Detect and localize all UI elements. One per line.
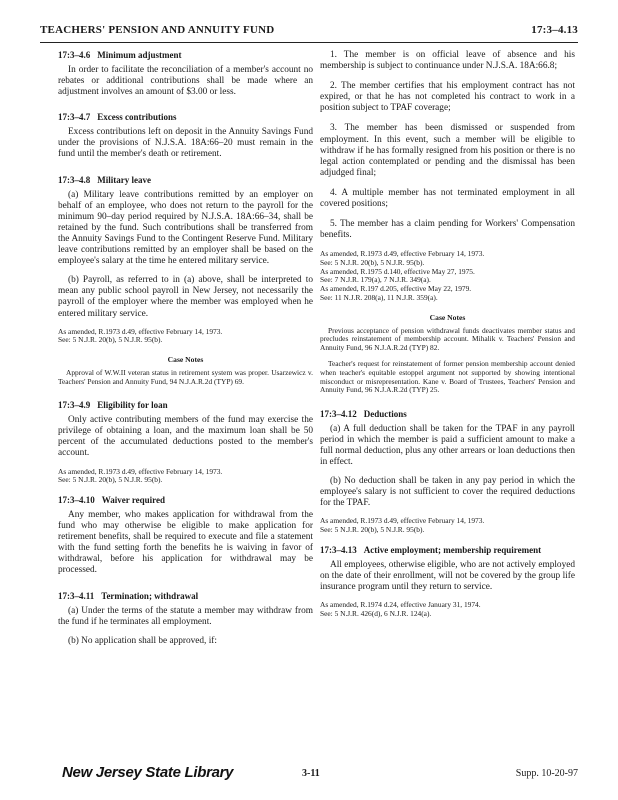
amendment-note-4-11: As amended, R.1973 d.49, effective February 14, 1973. See: 5 N.J.R. 20(b), 5 N.J.R. 95(b). As amended, R.1975 d.140, effective May 27, 1975. See: 7 N.J.R. 179(a), 7 N.J.R. 349(a). As amended, R.197 d.205, effective May 22, 1979. See: 11 N.J.R. 208(a), 11 N.J.R. 359(a). — [320, 249, 485, 302]
section-heading-4-13: 17:3–4.13 Active employment; membership requirement — [320, 544, 542, 555]
list-item: 5. The member has a claim pending for Workers' Compensation benefits. — [320, 219, 575, 241]
section-text-4-7: Excess contributions left on deposit in the Annuity Savings Fund under the provisions of N.J.S.A. 18A:66–20 must remain in the fund until the member's death or retirement. — [58, 127, 313, 160]
section-text-4-12-a: (a) A full deduction shall be taken for the TPAF in any payroll period in which the member is paid a sufficient amount to make a full normal deduction, plus any other arrears or loan deductions then in effect. — [320, 423, 575, 467]
section-text-4-8-a: (a) Military leave contributions remitted by an employer on behalf of an employee, who does not return to the payroll for the minimum 90–day period required by N.J.S.A. 18A:66–34, shall be retained by the fund. Such contributions shall be transferred from the Annuity Savings Fund to the Contingent Reserve Fund. Military leave contributions remitted by an employer shall be based on the employee's salary at the time he entered military service. — [58, 189, 313, 267]
running-header — [40, 24, 578, 42]
list-item: 3. The member has been dismissed or suspended from employment. In this event, such a member will be eligible to withdraw if he has formally resigned from his position or there is no legal action contemplated or pending and the dismissal has been adjudged final; — [320, 123, 575, 178]
section-heading-4-7: 17:3–4.7 Excess contributions — [58, 112, 177, 123]
case-note-4-8: Approval of W.W.II veteran status in retirement system was proper. Usarzewicz v. Teachers' Pension and Annuity Fund, 94 N.J.A.R.2d (TYP) 69. — [58, 368, 313, 386]
amendment-note-4-12: As amended, R.1973 d.49, effective February 14, 1973. See: 5 N.J.R. 20(b), 5 N.J.R. 95(b). — [320, 516, 485, 535]
case-notes-heading-4-11: Case Notes — [429, 312, 466, 322]
page-number: 3-11 — [302, 768, 320, 779]
list-item: 1. The member is on official leave of absence and his membership is subject to continuance under N.J.S.A. 18A:66.8; — [320, 50, 575, 72]
header-rule — [40, 42, 578, 43]
section-text-4-10: Any member, who makes application for withdrawal from the fund who may otherwise be eligible to make application for retirement benefits, shall be required to execute and file a statement with the fund setting forth the benefits he is waiving in favor of withdrawal, before his application for withdrawal may be processed. — [58, 509, 313, 576]
header-title: TEACHERS' PENSION AND ANNUITY FUND — [40, 24, 275, 36]
amendment-note-4-9: As amended, R.1973 d.49, effective February 14, 1973. See: 5 N.J.R. 20(b), 5 N.J.R. 95(b). — [58, 466, 223, 485]
section-text-4-12-b: (b) No deduction shall be taken in any pay period in which the employee's salary is not sufficient to cover the required deductions for the TPAF. — [320, 476, 575, 509]
section-text-4-11-a: (a) Under the terms of the statute a member may withdraw from the fund if he terminates all employment. — [58, 605, 313, 627]
library-logo: New Jersey State Library — [62, 764, 234, 781]
amendment-note-4-8: As amended, R.1973 d.49, effective February 14, 1973. See: 5 N.J.R. 20(b), 5 N.J.R. 95(b). — [58, 326, 223, 345]
supplement-date: Supp. 10-20-97 — [515, 768, 578, 779]
section-text-4-8-b: (b) Payroll, as referred to in (a) above, shall be interpreted to mean any public school payroll in New Jersey, not necessarily the payroll of the employer where the member was employed when he entered military service. — [58, 275, 313, 319]
case-note-4-11-2: Teacher's request for reinstatement of former pension membership account denied when teacher's equitable estoppel argument not supported by showing intentional misconduct or misrepresentation. Kane v. Board of Trustees, Teachers' Pension and Annuity Fund, 96 N.J.A.R.2d (TYP) 25. — [320, 359, 575, 395]
list-item: 4. A multiple member has not terminated employment in all covered positions; — [320, 187, 575, 210]
case-notes-heading-4-8: Case Notes — [167, 355, 204, 364]
left-column — [58, 50, 313, 655]
list-item: 2. The member certifies that his employment contract has not expired, or that he has not completed his contract to work in a position subject to TPAF coverage; — [320, 81, 575, 114]
section-text-4-13: All employees, otherwise eligible, who are not actively employed on the date of their enrollment, will not be covered by the group life insurance program until they return to service. — [320, 559, 575, 592]
page-footer — [40, 762, 578, 786]
right-column — [320, 50, 575, 628]
header-section-range: 17:3–4.13 — [531, 24, 578, 36]
section-heading-4-10: 17:3–4.10 Waiver required — [58, 494, 166, 505]
section-text-4-11-b: (b) No application shall be approved, if: — [68, 635, 217, 646]
section-heading-4-6: 17:3–4.6 Minimum adjustment — [58, 50, 182, 60]
section-heading-4-11: 17:3–4.11 Termination; withdrawal — [58, 590, 199, 601]
amendment-note-4-13: As amended, R.1974 d.24, effective January 31, 1974. See: 5 N.J.R. 426(d), 6 N.J.R. 124(a). — [320, 600, 481, 618]
section-text-4-6: In order to facilitate the reconciliation of a member's account no rebates or additional contributions shall be made where an adjustment involves an amount of $3.00 or less. — [58, 65, 313, 98]
section-heading-4-9: 17:3–4.9 Eligibility for loan — [58, 400, 168, 411]
section-heading-4-12: 17:3–4.12 Deductions — [320, 408, 407, 419]
case-note-4-11-1: Previous acceptance of pension withdrawal funds deactivates member status and precludes reinstatement of membership account. Mihalik v. Teachers' Pension and Annuity Fund, 96 N.J.A.R.2d (TYP) 82. — [320, 325, 575, 352]
section-heading-4-8: 17:3–4.8 Military leave — [58, 174, 151, 185]
section-text-4-9: Only active contributing members of the fund may exercise the privilege of obtaining a loan, and the maximum loan shall be 50 percent of the accumulated deductions posted to the member's account. — [58, 415, 313, 459]
